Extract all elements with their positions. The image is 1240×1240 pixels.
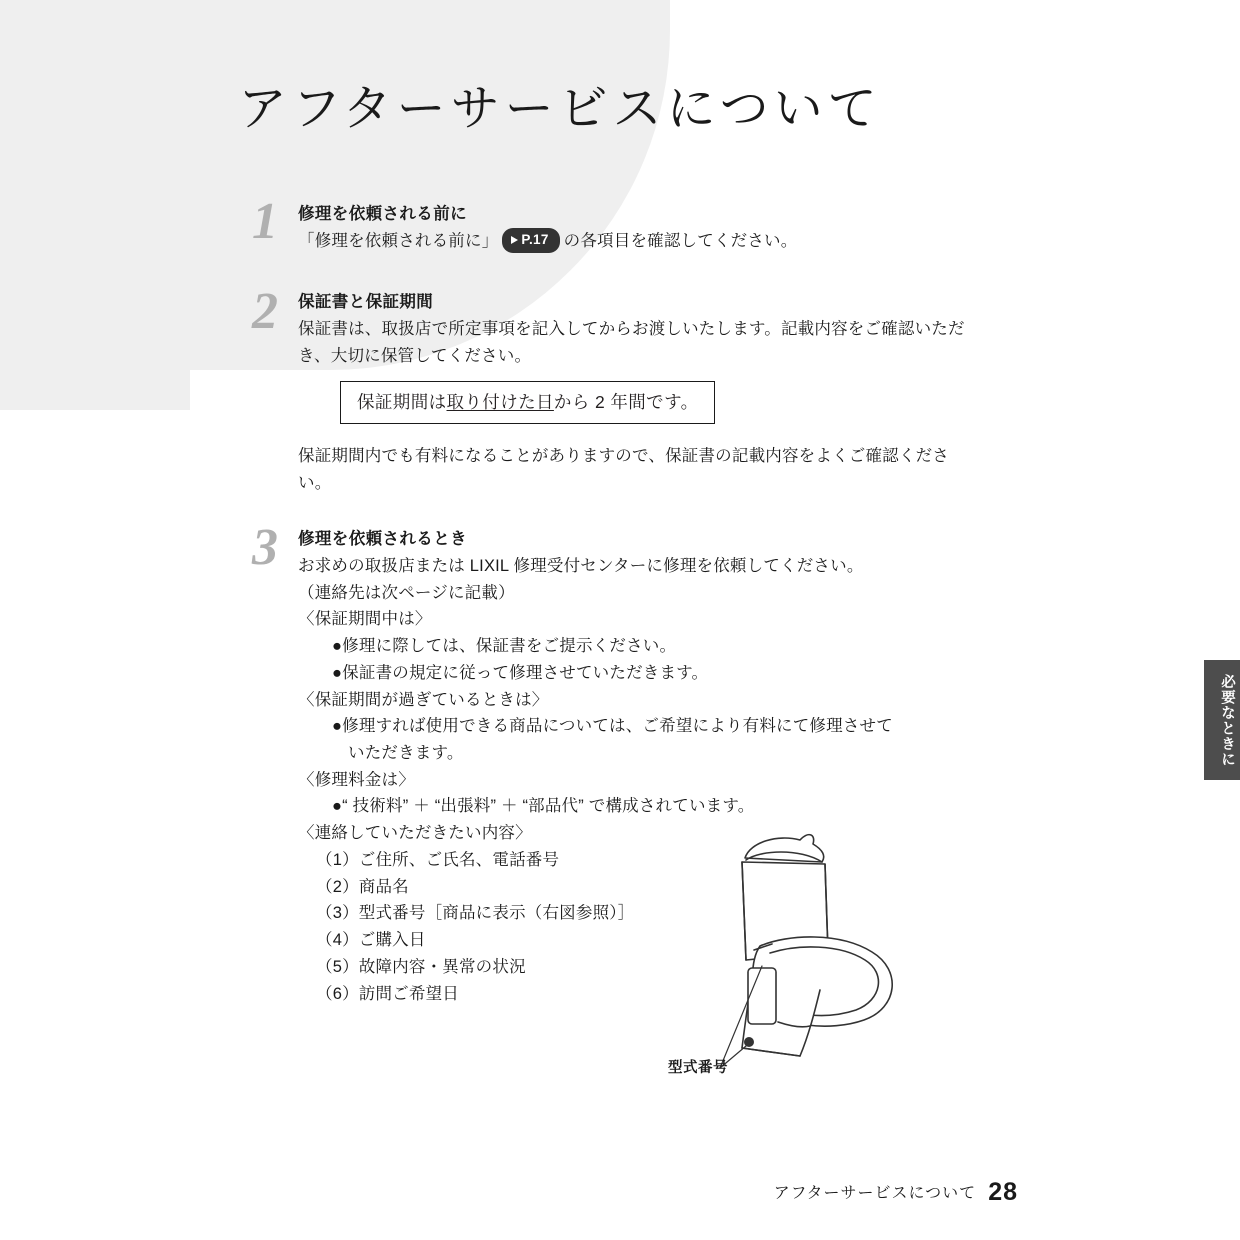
section-1-heading: 修理を依頼される前に	[298, 205, 467, 223]
group-3-heading: 〈修理料金は〉	[298, 770, 415, 789]
group-4-item: （6）訪問ご希望日	[316, 984, 459, 1003]
warranty-pre: 保証期間は	[357, 392, 447, 412]
section-1-body	[298, 228, 998, 255]
section-1	[298, 200, 998, 255]
page-number: 28	[988, 1178, 1018, 1206]
group-4-item: （4）ご購入日	[316, 931, 426, 950]
warranty-mid: から 2 年間です。	[553, 392, 699, 412]
group-3-item: ●“ 技術料” ＋ “出張料” ＋ “部品代” で構成されています。	[332, 797, 755, 816]
group-1-heading: 〈保証期間中は〉	[298, 610, 432, 629]
group-4-heading: 〈連絡していただきたい内容〉	[298, 824, 532, 843]
group-4-item: （2）商品名	[316, 877, 409, 896]
section-1-text-after: の各項目を確認してください。	[563, 232, 798, 250]
play-triangle-icon	[511, 236, 518, 244]
page-title: アフターサービスについて	[238, 80, 882, 137]
group-4-item: （1）ご住所、ご氏名、電話番号	[316, 850, 560, 869]
warranty-period-box	[340, 381, 715, 424]
figure-caption: 型式番号	[668, 1060, 728, 1076]
section-number-2: 2	[252, 283, 278, 340]
group-2-item-cont: いただきます。	[348, 744, 464, 763]
section-3-line-2: （連絡先は次ページに記載）	[298, 583, 515, 602]
warranty-underline: 取り付けた日	[446, 392, 554, 412]
section-2-heading: 保証書と保証期間	[298, 293, 434, 311]
group-2-heading: 〈保証期間が過ぎているときは〉	[298, 690, 549, 709]
section-2	[298, 288, 968, 369]
group-4-item: （3）型式番号［商品に表示（右図参照）］	[316, 904, 635, 923]
section-2-body: 保証書は、取扱店で所定事項を記入してからお渡しいたします。記載内容をご確認いただき、大切に保管してください。	[298, 320, 965, 365]
page-footer	[774, 1178, 1018, 1207]
group-1-item: ●修理に際しては、保証書をご提示ください。	[332, 637, 677, 656]
section-3-line-1: お求めの取扱店または LIXIL 修理受付センターに修理を依頼してください。	[298, 557, 864, 575]
side-tab: 必要なときに	[1204, 660, 1240, 780]
group-4-item: （5）故障内容・異常の状況	[316, 957, 526, 976]
footer-title: アフターサービスについて	[773, 1185, 977, 1202]
section-3-heading: 修理を依頼されるとき	[298, 530, 467, 548]
page-reference-link[interactable]	[502, 228, 559, 253]
group-2-item: ●修理すれば使用できる商品については、ご希望により有料にて修理させて	[332, 717, 893, 736]
group-1-item: ●保証書の規定に従って修理させていただきます。	[332, 663, 709, 682]
section-2-body-2: 保証期間内でも有料になることがありますので、保証書の記載内容をよくご確認ください。	[298, 447, 949, 492]
model-number-marker	[744, 1037, 754, 1047]
section-1-text-before: 「修理を依頼される前に」	[298, 232, 499, 250]
section-number-1: 1	[252, 193, 278, 250]
page-reference-label: P.17	[521, 232, 549, 248]
section-number-3: 3	[252, 519, 278, 576]
